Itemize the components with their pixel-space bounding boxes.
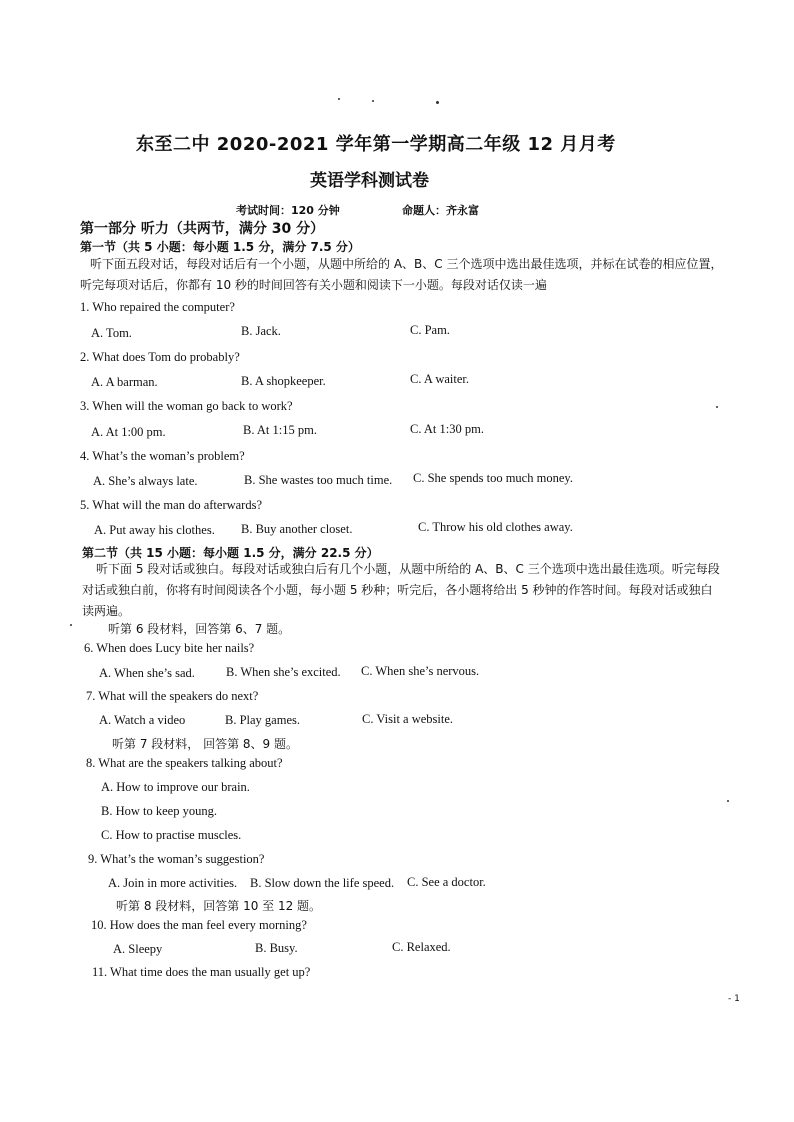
scan-speck [372,100,374,102]
q10-option-b: B. Busy. [255,941,298,955]
q5-option-c: C. Throw his old clothes away. [418,520,573,534]
q2-option-a: A. A barman. [91,375,158,389]
question-6: 6. When does Lucy bite her nails? [84,641,255,655]
question-4: 4. What’s the woman’s problem? [80,449,245,463]
q6-option-b: B. When she’s excited. [226,665,341,679]
exam-author: 命题人：齐永富 [402,204,479,217]
section2-heading: 第二节（共 15 小题：每小题 1.5 分，满分 22.5 分） [82,546,379,560]
q6-option-c: C. When she’s nervous. [361,664,480,678]
q8-option-b: B. How to keep young. [101,804,217,818]
q10-option-c: C. Relaxed. [392,940,451,954]
q3-option-b: B. At 1:15 pm. [243,423,317,437]
exam-subtitle: 英语学科测试卷 [310,171,429,191]
q7-option-b: B. Play games. [225,713,300,727]
exam-time: 考试时间：120 分钟 [236,204,340,217]
q7-option-a: A. Watch a video [99,713,186,727]
q8-option-c: C. How to practise muscles. [101,828,242,842]
q3-option-a: A. At 1:00 pm. [91,425,166,439]
question-1: 1. Who repaired the computer? [80,300,235,314]
scan-speck [436,101,439,104]
page-number: - 1 [728,994,740,1004]
q9-option-a: A. Join in more activities. [108,876,238,890]
q1-option-c: C. Pam. [410,323,450,337]
scan-speck [338,98,340,100]
listening-note-6: 听第 6 段材料，回答第 6、7 题。 [108,622,291,636]
scan-speck [70,624,72,626]
scan-speck [716,406,718,408]
q6-option-a: A. When she’s sad. [99,666,195,680]
section1-instruction: 听下面五段对话，每段对话后有一个小题，从题中所给的 A、B、C 三个选项中选出最佳选项，并标在试卷的相应位置，听完每项对话后，你都有 10 秒的时间回答有关小题和阅读下一小题。每段对话仅读一遍 [80,257,723,292]
section1-heading: 第一节（共 5 小题：每小题 1.5 分，满分 7.5 分） [80,240,360,254]
q1-option-b: B. Jack. [241,324,281,338]
q8-option-a: A. How to improve our brain. [101,780,250,794]
question-5: 5. What will the man do afterwards? [80,498,263,512]
q10-option-a: A. Sleepy [113,942,163,956]
q4-option-a: A. She’s always late. [93,474,198,488]
listening-note-8: 听第 8 段材料，回答第 10 至 12 题。 [116,899,322,913]
scan-speck [727,800,729,802]
q4-option-c: C. She spends too much money. [413,471,573,485]
question-8: 8. What are the speakers talking about? [86,756,283,770]
listening-note-7: 听第 7 段材料， 回答第 8、9 题。 [112,737,298,751]
question-11: 11. What time does the man usually get up? [92,965,311,979]
question-9: 9. What’s the woman’s suggestion? [88,852,265,866]
q3-option-c: C. At 1:30 pm. [410,422,484,436]
q9-option-b: B. Slow down the life speed. [250,876,395,890]
q9-option-c: C. See a doctor. [407,875,486,889]
q2-option-b: B. A shopkeeper. [241,374,326,388]
exam-title: 东至二中 2020-2021 学年第一学期高二年级 12 月月考 [136,134,616,155]
question-2: 2. What does Tom do probably? [80,350,240,364]
question-3: 3. When will the woman go back to work? [80,399,293,413]
section2-instruction: 听下面 5 段对话或独白。每段对话或独白后有几个小题，从题中所给的 A、B、C 三个选项中选出最佳选项。听完每段对话或独白前，你将有时间阅读各个小题，每小题 5 秒种；听完后，各小题将给出 5 秒钟的作答时间。每段对话或独白读两遍。 [82,562,720,618]
question-10: 10. How does the man feel every morning? [91,918,307,932]
q2-option-c: C. A waiter. [410,372,470,386]
q1-option-a: A. Tom. [91,326,132,340]
q5-option-a: A. Put away his clothes. [94,523,215,537]
part1-heading: 第一部分 听力（共两节，满分 30 分） [80,221,325,237]
question-7: 7. What will the speakers do next? [86,689,259,703]
q5-option-b: B. Buy another closet. [241,522,353,536]
q7-option-c: C. Visit a website. [362,712,454,726]
q4-option-b: B. She wastes too much time. [244,473,393,487]
